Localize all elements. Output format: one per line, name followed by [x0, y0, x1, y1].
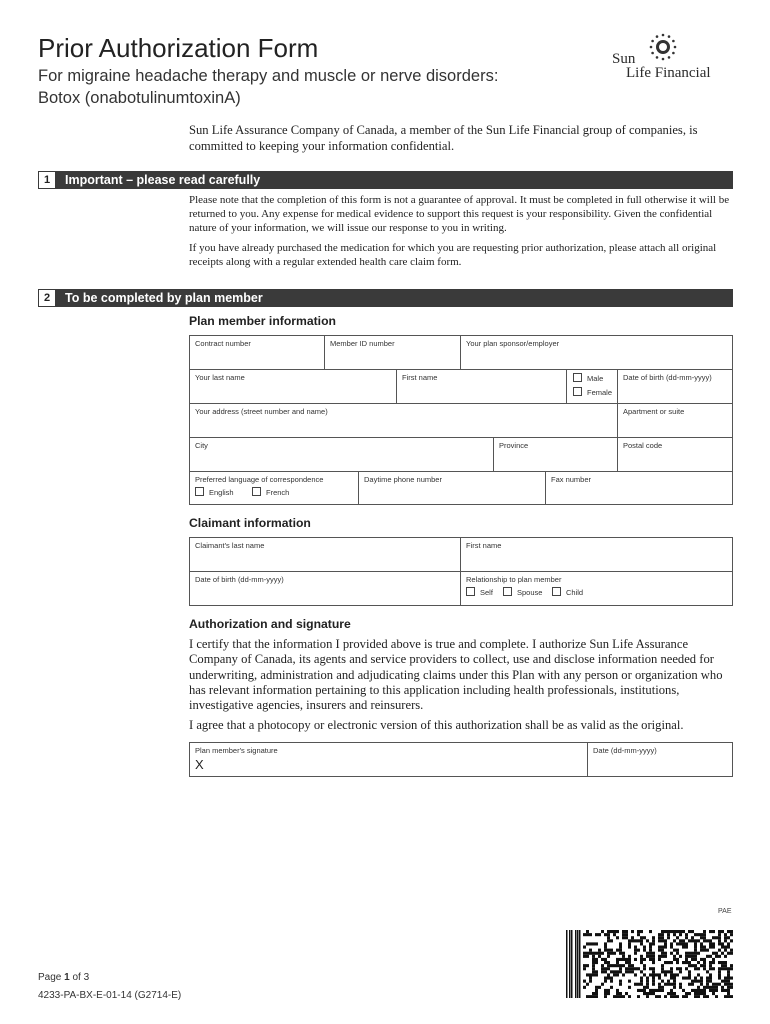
- spouse-checkbox[interactable]: [503, 587, 512, 596]
- logo-life-financial-text: Life Financial: [626, 65, 711, 81]
- section-2-number: 2: [38, 289, 56, 307]
- subtitle-line-2: Botox (onabotulinumtoxinA): [38, 89, 241, 107]
- relationship-label: Relationship to plan member: [466, 575, 562, 584]
- claimant-last-name-field[interactable]: [189, 537, 461, 572]
- section-1-title: Important – please read carefully: [65, 173, 261, 187]
- spouse-label: Spouse: [517, 588, 543, 597]
- signature-field[interactable]: [189, 742, 588, 777]
- dob-label: Date of birth (dd-mm-yyyy): [623, 373, 712, 382]
- page-prefix: Page: [38, 972, 65, 983]
- section-2-header: [38, 289, 733, 307]
- address-field[interactable]: [189, 403, 618, 438]
- fax-label: Fax number: [551, 475, 592, 484]
- self-option[interactable]: [466, 587, 493, 597]
- section-2-title: To be completed by plan member: [65, 291, 263, 305]
- female-option[interactable]: [573, 387, 612, 397]
- signature-x-mark: X: [195, 757, 204, 772]
- intro-text: Sun Life Assurance Company of Canada, a member of the Sun Life Financial group of companies, is committed to keeping your information confidential.: [189, 123, 698, 153]
- province-field[interactable]: [493, 437, 618, 472]
- male-option[interactable]: [573, 373, 603, 383]
- female-label: Female: [587, 388, 613, 397]
- gender-field: [566, 369, 618, 404]
- authorization-para-1: I certify that the information I provided above is true and complete. I authorize Sun Life Assurance Company of Canada, its agents and service providers to collect, use and disclose information needed for underwriting, administration and adjudicating claims under this Plan with any person or organization who has relevant information pertaining to this application including health professionals, institutions, investigative agencies, insurers and reinsurers.: [189, 637, 723, 713]
- address-label: Your address (street number and name): [195, 407, 328, 416]
- province-label: Province: [499, 441, 529, 450]
- claimant-dob-label: Date of birth (dd-mm-yyyy): [195, 575, 284, 584]
- signature-label: Plan member's signature: [195, 746, 278, 755]
- female-checkbox[interactable]: [573, 387, 582, 396]
- language-label: Preferred language of correspondence: [195, 475, 324, 484]
- first-name-label: First name: [402, 373, 438, 382]
- page-current: 1: [64, 972, 70, 983]
- authorization-text: [189, 637, 734, 734]
- child-label: Child: [566, 588, 584, 597]
- last-name-label: Your last name: [195, 373, 245, 382]
- french-label: French: [266, 488, 290, 497]
- french-option[interactable]: [252, 487, 289, 497]
- member-id-field[interactable]: [324, 335, 461, 370]
- claimant-first-name-label: First name: [466, 541, 502, 550]
- english-label: English: [209, 488, 234, 497]
- section-1-para-1: Please note that the completion of this form is not a guarantee of approval. It must be completed in full otherwise it will be returned to you. Any expense for medical evidence to support this request is your responsibility. Given the confidential nature of your information, we will issue our response to you in writing.: [189, 194, 730, 234]
- claimant-last-name-label: Claimant's last name: [195, 541, 265, 550]
- plan-sponsor-label: Your plan sponsor/employer: [466, 339, 560, 348]
- relationship-field: [460, 571, 733, 606]
- sun-life-logo: [612, 32, 737, 82]
- signature-date-field[interactable]: [587, 742, 733, 777]
- claimant-grid: [189, 537, 733, 606]
- male-label: Male: [587, 374, 604, 383]
- barcode-image: [566, 930, 734, 998]
- english-option[interactable]: [195, 487, 234, 497]
- child-option[interactable]: [552, 587, 583, 597]
- postal-code-label: Postal code: [623, 441, 663, 450]
- daytime-phone-label: Daytime phone number: [364, 475, 442, 484]
- english-checkbox[interactable]: [195, 487, 204, 496]
- daytime-phone-field[interactable]: [358, 471, 546, 505]
- french-checkbox[interactable]: [252, 487, 261, 496]
- page-subtitle: [38, 65, 498, 109]
- signature-date-label: Date (dd-mm-yyyy): [593, 746, 657, 755]
- member-id-label: Member ID number: [330, 339, 395, 348]
- dob-field[interactable]: [617, 369, 733, 404]
- plan-member-grid: [189, 335, 733, 505]
- child-checkbox[interactable]: [552, 587, 561, 596]
- section-1-number: 1: [38, 171, 56, 189]
- contract-number-field[interactable]: [189, 335, 325, 370]
- authorization-para-2: I agree that a photocopy or electronic version of this authorization shall be as valid as the original.: [189, 718, 684, 733]
- page-title: Prior Authorization Form: [38, 33, 319, 63]
- authorization-heading: Authorization and signature: [189, 617, 351, 631]
- claimant-heading: Claimant information: [189, 516, 311, 530]
- postal-code-field[interactable]: [617, 437, 733, 472]
- contract-number-label: Contract number: [195, 339, 251, 348]
- apartment-label: Apartment or suite: [623, 407, 685, 416]
- self-label: Self: [480, 588, 493, 597]
- plan-member-heading: Plan member information: [189, 314, 336, 328]
- form-code: 4233-PA-BX-E-01-14 (G2714-E): [38, 990, 182, 1001]
- city-label: City: [195, 441, 208, 450]
- page-suffix: of 3: [69, 972, 90, 983]
- apartment-field[interactable]: [617, 403, 733, 438]
- pae-code: PAE: [718, 908, 732, 915]
- signature-grid: [189, 742, 733, 777]
- self-checkbox[interactable]: [466, 587, 475, 596]
- fax-field[interactable]: [545, 471, 733, 505]
- claimant-first-name-field[interactable]: [460, 537, 733, 572]
- plan-sponsor-field[interactable]: [460, 335, 733, 370]
- sun-icon: [648, 32, 678, 62]
- logo-sun-text: Sun: [612, 51, 636, 67]
- subtitle-line-1: For migraine headache therapy and muscle or nerve disorders:: [38, 67, 499, 85]
- language-field: [189, 471, 359, 505]
- city-field[interactable]: [189, 437, 494, 472]
- spouse-option[interactable]: [503, 587, 542, 597]
- page-number: [38, 972, 89, 983]
- last-name-field[interactable]: [189, 369, 397, 404]
- section-1-para-2: If you have already purchased the medication for which you are requesting prior authorization, please attach all original receipts along with a regular extended health care claim form.: [189, 242, 717, 268]
- section-1-header: [38, 171, 733, 189]
- claimant-dob-field[interactable]: [189, 571, 461, 606]
- first-name-field[interactable]: [396, 369, 567, 404]
- male-checkbox[interactable]: [573, 373, 582, 382]
